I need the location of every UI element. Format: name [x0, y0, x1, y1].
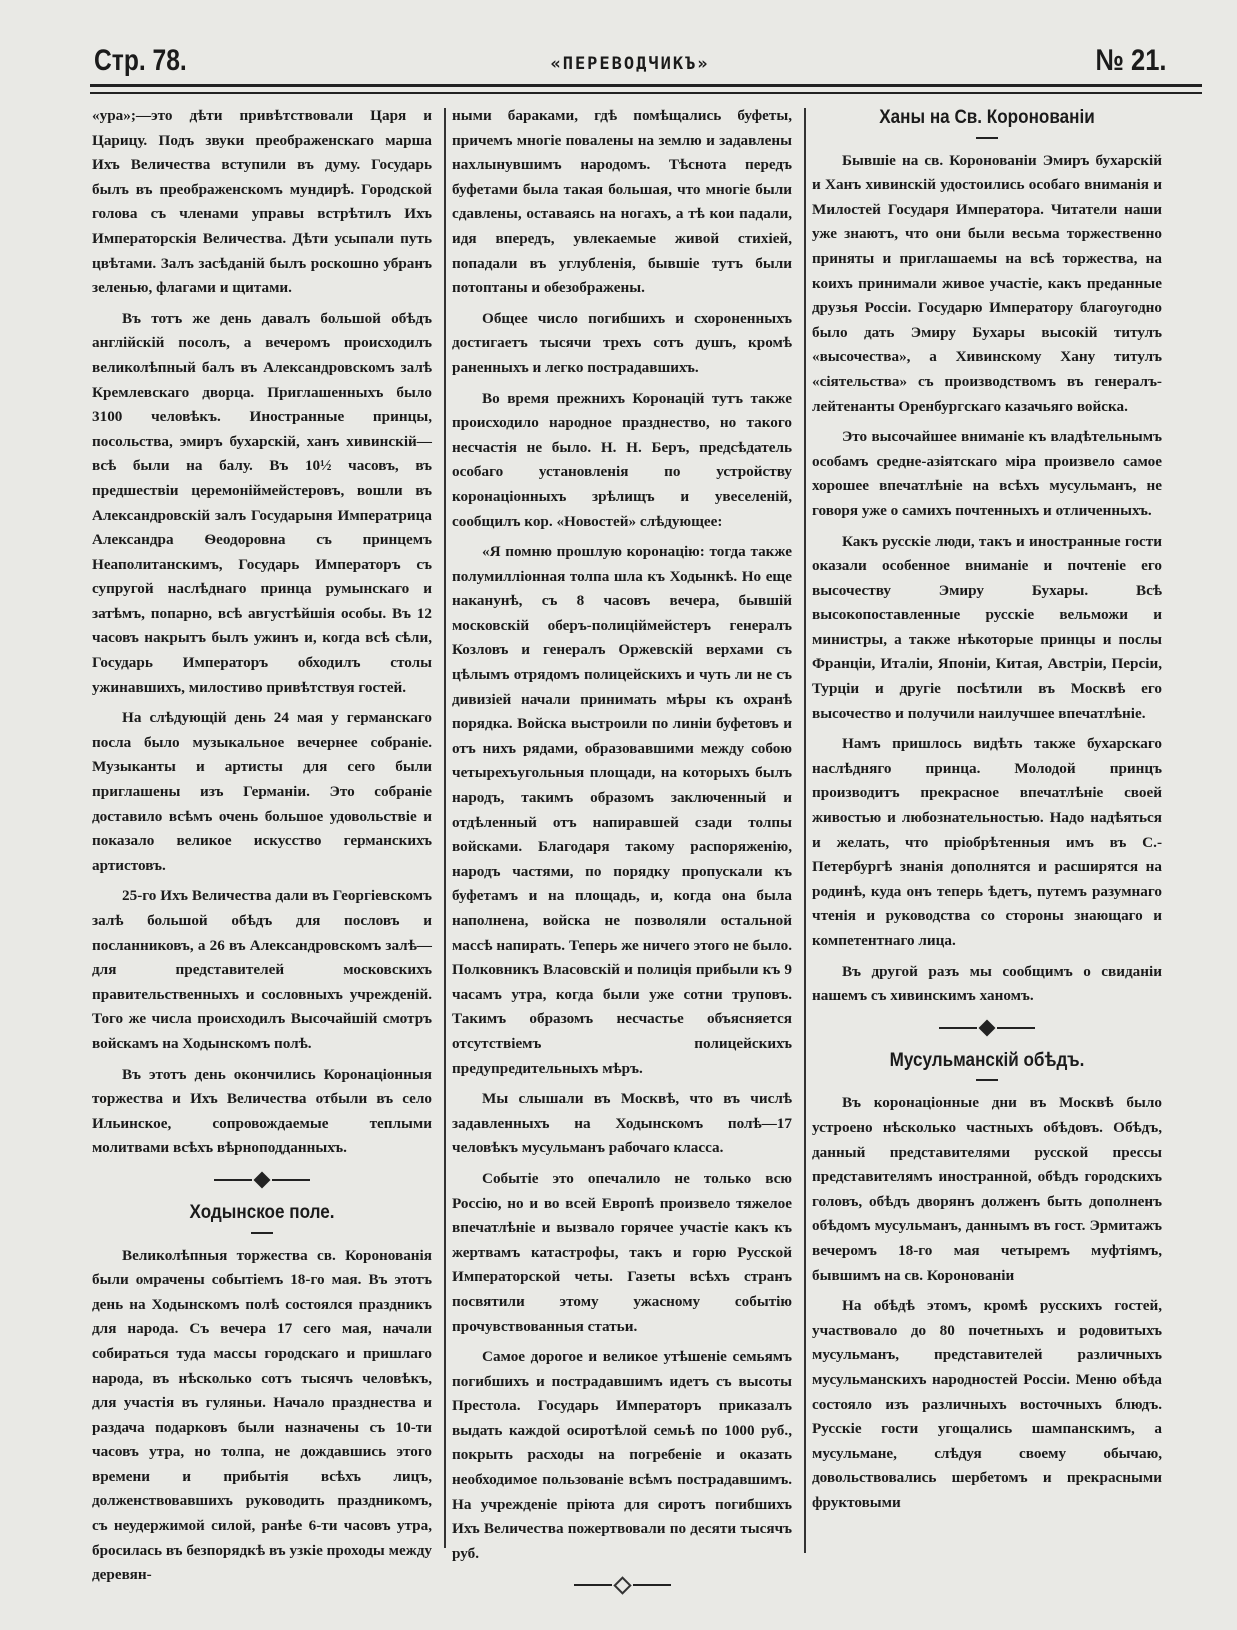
paragraph: Въ этотъ день окончились Коронаціонныя торжества и Ихъ Величества отбыли въ село Ильинское, сопровождаемые теплыми молитвами всѣхъ вѣрноподданныхъ. — [92, 1065, 432, 1157]
newspaper-title: «ПЕРЕВОДЧИКЪ» — [550, 54, 710, 74]
paragraph: Намъ пришлось видѣть также бухарскаго наслѣдняго принца. Молодой принцъ производитъ прекрасное впечатлѣніе своей живостью и любознательностью. Надо надѣяться и желать, что пріобрѣтенныя имъ въ С.-Петербургѣ знанія дополнятся и расширятся на родинѣ, куда онъ теперь ѣдетъ, путемъ разумнаго чтенія и руководства со стороны знающаго и компетентнаго лица. — [812, 735, 1162, 949]
column-divider — [444, 108, 446, 1548]
paragraph: Какъ русскіе люди, такъ и иностранные гости оказали особенное вниманіе и почтеніе его высочеству Эмиру Бухары. Всѣ высокопоставленные русскіе вельможи и министры, а также нѣкоторые принцы и послы Франціи, Италіи, Японіи, Китая, Австріи, Персіи, Турціи и другіе посѣтили въ Москвѣ его высочество и получили наилучшее впечатлѣніе. — [812, 532, 1162, 722]
paragraph: Самое дорогое и великое утѣшеніе семьямъ погибшихъ и пострадавшимъ идетъ съ высоты Престола. Государь Императоръ приказалъ выдать каждой осиротѣлой семьѣ по 1000 руб., покрыть расходы на погребеніе и оказать необходимое пользованіе всѣмъ пострадавшимъ. На учрежденіе пріюта для сиротъ погибшихъ Ихъ Величества пожертвовали по десяти тысячъ руб. — [452, 1348, 792, 1562]
title-dash — [976, 137, 998, 139]
title-dash — [976, 1079, 998, 1081]
paragraph: Это высочайшее вниманіе къ владѣтельнымъ особамъ средне-азіятскаго міра произвело самое хорошее впечатлѣніе на всѣхъ мусульманъ, не говоря уже о самихъ почтенныхъ и отличенныхъ. — [812, 428, 1162, 519]
paragraph: Событіе это опечалило не только всю Россію, но и во всей Европѣ произвело тяжелое впечатлѣніе и вызвало горячее участіе какъ къ жертвамъ катастрофы, такъ и горю Русской Императорской четы. Газеты всѣхъ странъ посвятили этому ужасному событію прочувствованныя статьи. — [452, 1169, 792, 1335]
title-dash — [251, 1232, 273, 1234]
header-rule — [90, 92, 1202, 94]
paragraph: На слѣдующій день 24 мая у германскаго посла было музыкальное вечернее собраніе. Музыканты и артисты для сего были приглашены изъ Германіи. Это собраніе доставило всѣмъ очень большое удовольствіе и показало великое искусство германскихъ артистовъ. — [92, 709, 432, 874]
paragraph: Великолѣпныя торжества св. Коронованія были омрачены событіемъ 18-го мая. Въ этотъ день на Ходынскомъ полѣ состоялся праздникъ для народа. Съ вечера 17 сего мая, начали собираться туда массы городскаго и пришлаго народа, въ нѣсколько сотъ тысячъ человѣкъ, для участія въ гуляньи. Начало празднества и раздача подарковъ были назначены съ 10-ти часовъ утра, но толпа, не дождавшись этого времени и прибытія всѣхъ лицъ, долженствовавшихъ руководить праздникомъ, съ неудержимой силой, ранѣе 6-ти часовъ утра, бросилась въ безпорядкѣ въ узкіе проходы между деревян- — [92, 1246, 432, 1584]
paragraph: «ура»;—это дѣти привѣтствовали Царя и Царицу. Подъ звуки преображенскаго марша Ихъ Величества вступили въ думу. Государь былъ въ преображенскомъ мундирѣ. Городской голова съ членами управы встрѣтилъ Ихъ Императорскія Величества. Дѣти усыпали путь цвѣтами. Залъ засѣданій былъ роскошно убранъ зеленью, флагами и щитами. — [92, 107, 432, 297]
page-header — [90, 40, 1170, 88]
paragraph: На обѣдѣ этомъ, кромѣ русскихъ гостей, участвовало до 80 почетныхъ и родовитыхъ мусульманъ, представителей различныхъ мусульманскихъ народностей Россіи. Меню обѣда состояло изъ различныхъ восточныхъ блюдъ. Русскіе гости угощались шампанскимъ, а мусульмане, слѣдуя своему обычаю, довольствовались шербетомъ и прекрасными фруктовыми — [812, 1297, 1162, 1511]
column-1 — [92, 104, 432, 1594]
paragraph: Во время прежнихъ Коронацій тутъ также происходило народное празднество, но такого несчастія не было. Н. Н. Беръ, предсѣдатель особаго установленія по устройству коронаціонныхъ зрѣлищъ и увеселеній, сообщилъ кор. «Новостей» слѣдующее: — [452, 389, 792, 530]
ornament-divider — [92, 1169, 432, 1191]
paragraph: ными бараками, гдѣ помѣщались буфеты, причемъ многіе повалены на землю и задавлены нахлынувшимъ народомъ. Тѣснота передъ буфетами была такая большая, что многіе были сдавлены, оставаясь на ногахъ, а тѣ кои падали, идя впередъ, увлекаемые живой стихіей, попадали въ углубленія, бывшіе тутъ были потоптаны и обезображены. — [452, 107, 792, 297]
paragraph: Въ тотъ же день давалъ большой обѣдъ англійскій посолъ, а вечеромъ происходилъ великолѣпный балъ въ Александровскомъ залѣ Кремлевскаго дворца. Приглашенныхъ было 3100 человѣкъ. Иностранные принцы, посольства, эмиръ бухарскій, ханъ хивинскій—всѣ были на балу. Въ 10½ часовъ, въ предшествіи церемоніймейстеровъ, вошли въ Александровскій залъ Государыня Императрица Александра Ѳеодоровна съ принцемъ Неаполитанскимъ, Государь Императоръ съ супругой наслѣднаго принца румынскаго и затѣмъ, попарно, всѣ августѣйшія особы. Въ 12 часовъ накрытъ былъ ужинъ и, когда всѣ сѣли, Государь Императоръ обходилъ столы ужинавшихъ, милостиво привѣтствуя гостей. — [92, 309, 432, 696]
paragraph: 25-го Ихъ Величества дали въ Георгіевскомъ залѣ большой обѣдъ для пословъ и посланниковъ, а 26 въ Александровскомъ залѣ—для представителей московскихъ правительственныхъ и сословныхъ учрежденій. Того же числа происходилъ Высочайшій смотръ войскамъ на Ходынскомъ полѣ. — [92, 887, 432, 1052]
column-2 — [452, 104, 792, 1606]
section-title: Ханы на Св. Коронованіи — [879, 107, 1095, 128]
paragraph: «Я помню прошлую коронацію: тогда также полумилліонная толпа шла къ Ходынкѣ. Но еще наканунѣ, съ 8 часовъ вечера, бывшій московскій оберъ-полиціймейстеръ генералъ Козловъ и генералъ Оржевскій верхами съ цѣлымъ отрядомъ полицейскихъ и чуть ли не съ дивизіей начали принимать мѣры къ охранѣ порядка. Войска выстроили по линіи буфетовъ и отъ нихъ рядами, образовавшими между собою четырехъугольныя площади, на которыхъ былъ народъ, такимъ образомъ заключенный и отдѣленный отъ напиравшей сзади толпы войсками. Благодаря такому распоряженію, народъ частями, по порядку пропускали къ буфетамъ и на площадь, и, когда она была наполнена, войска не позволяли остальной массѣ напирать. Теперь же ничего этого не было. Полковникъ Власовскій и полиція прибыли къ 9 часамъ утра, когда были уже сотни труповъ. Такимъ образомъ несчастье объясняется отсутствіемъ полицейскихъ предупредительныхъ мѣръ. — [452, 543, 792, 1077]
ornament-divider — [452, 1574, 792, 1596]
header-rule — [90, 84, 1202, 87]
paragraph: Въ коронаціонные дни въ Москвѣ было устроено нѣсколько частныхъ обѣдовъ. Обѣдъ, данный представителями русской прессы представителямъ иностранной, обѣдъ городскихъ головъ, обѣдъ дворянъ долженъ быть дополненъ обѣдомъ мусульманъ, даннымъ въ гост. Эрмитажъ вечеромъ 18-го мая четыремъ муфтіямъ, бывшимъ на св. Коронованіи — [812, 1094, 1162, 1284]
column-3 — [812, 104, 1162, 1521]
paragraph: Въ другой разъ мы сообщимъ о свиданіи нашемъ съ хивинскимъ ханомъ. — [812, 962, 1162, 1005]
paragraph: Бывшіе на св. Коронованіи Эмиръ бухарскій и Ханъ хивинскій удостоились особаго вниманія и Милостей Государя Императора. Читатели наши уже знаютъ, что они были весьма торжественно приняты и приглашаемы на всѣ торжества, на коихъ принимали живое участіе, какъ преданные друзья Россіи. Государю Императору благоугодно было дать Эмиру Бухары высокій титулъ «высочества», а Хивинскому Хану титулъ «сіятельства» съ производствомъ въ генералъ-лейтенанты Оренбургскаго казачьяго войска. — [812, 151, 1162, 415]
section-title: Ходынское поле. — [189, 1201, 335, 1223]
section-title: Мусульманскій обѣдъ. — [889, 1049, 1085, 1071]
paragraph: Мы слышали въ Москвѣ, что въ числѣ задавленныхъ на Ходынскомъ полѣ—17 человѣкъ мусульманъ рабочаго класса. — [452, 1090, 792, 1157]
paragraph: Общее число погибшихъ и схороненныхъ достигаетъ тысячи трехъ сотъ душъ, кромѣ раненныхъ и легко пострадавшихъ. — [452, 309, 792, 376]
page-number: Стр. 78. — [94, 44, 187, 77]
column-divider — [804, 108, 806, 1553]
issue-number: № 21. — [1095, 44, 1166, 77]
ornament-divider — [812, 1017, 1162, 1039]
